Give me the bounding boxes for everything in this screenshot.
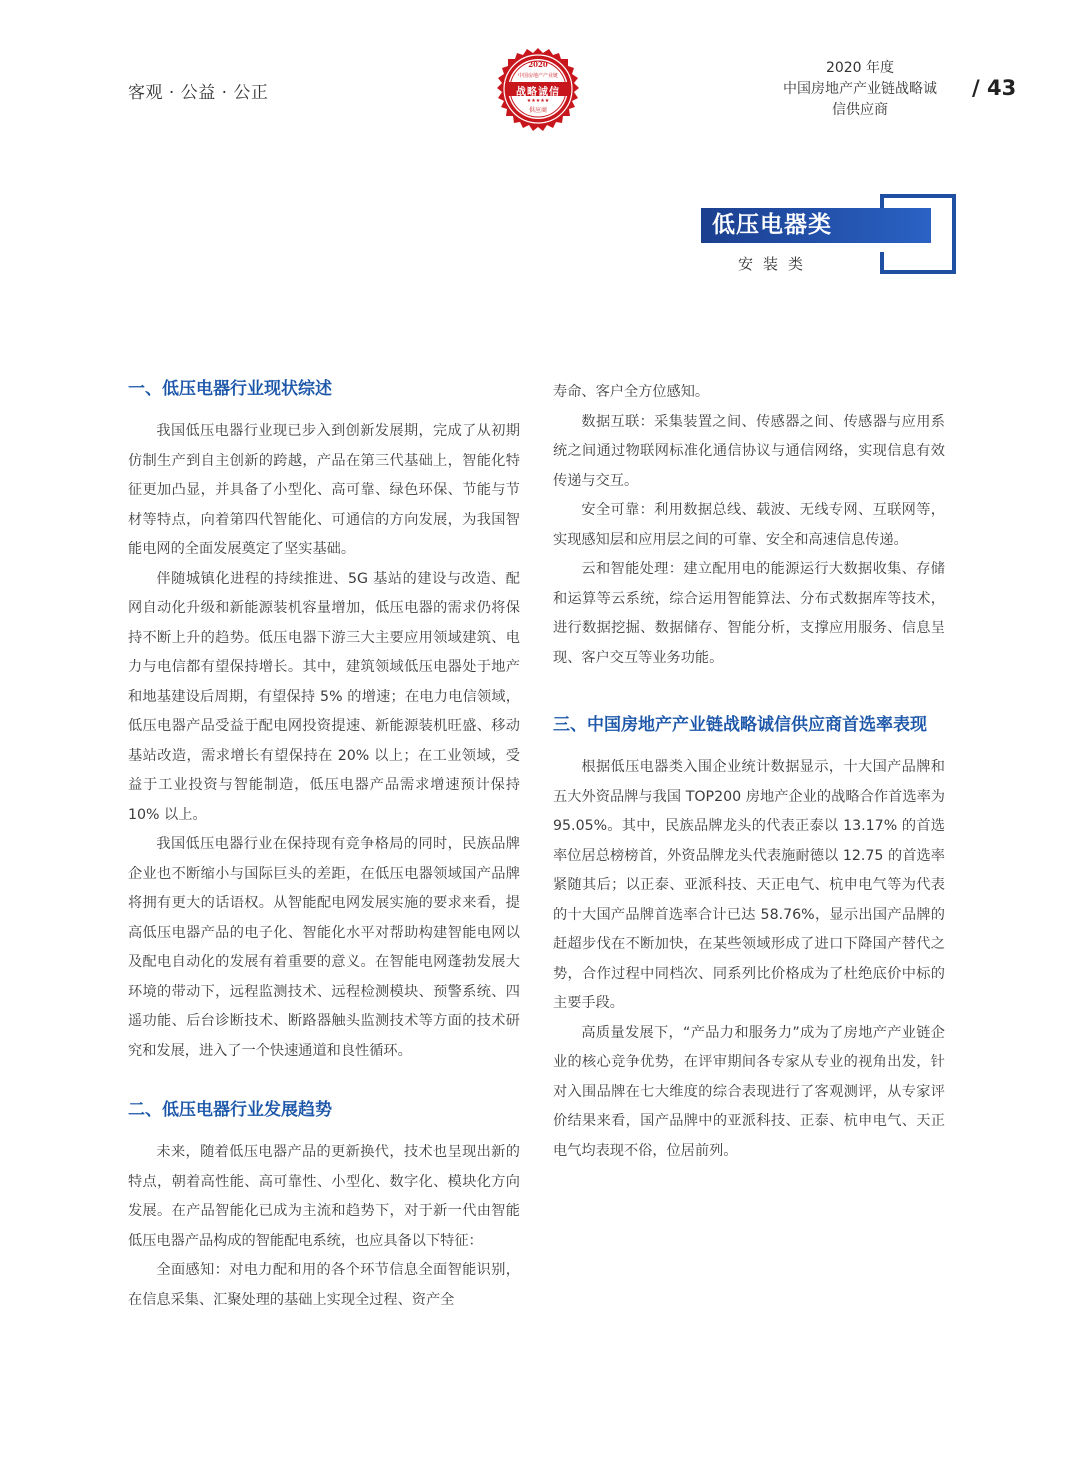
seal-main-text: 战略诚信 <box>516 87 560 98</box>
publication-year: 2020 年度 <box>825 60 895 76</box>
paragraph: 数据互联：采集装置之间、传感器之间、传感器与应用系统之间通过物联网标准化通信协议与通信网络，实现信息有效传递与交互。 <box>553 413 945 489</box>
seal-bottom-text: 供应商 <box>528 107 547 114</box>
right-column <box>553 378 945 1166</box>
paragraph: 安全可靠：利用数据总线、载波、无线专网、互联网等，实现感知层和应用层之间的可靠、安全和高速信息传递。 <box>553 502 945 548</box>
paragraph: 伴随城镇化进程的持续推进、5G 基站的建设与改造、配网自动化升级和新能源装机容量增加，低压电器的需求仍将保持不断上升的趋势。低压电器下游三大主要应用领域建筑、电力与电信都有望保持增长。其中，建筑领域低压电器处于地产和地基建设后周期，有望保持 5% 的增速；在电力电信领域，低压电器产品受益于配电网投资提速、新能源装机旺盛、移动基站改造，需求增长有望保持在 20% 以上；在工业领域，受益于工业投资与智能制造，低压电器产品需求增速预计保持 10% 以上。 <box>128 570 520 823</box>
paragraph: 高质量发展下，“产品力和服务力”成为了房地产产业链企业的核心竞争优势，在评审期间各专家从专业的视角出发，针对入围品牌在七大维度的综合表现进行了客观测评，从专家评价结果来看，国产品牌中的亚派科技、正泰、杭申电气、天正电气均表现不俗，位居前列。 <box>553 1024 945 1159</box>
paragraph: 根据低压电器类入围企业统计数据显示，十大国产品牌和五大外资品牌与我国 TOP200 房地产企业的战略合作首选率为 95.05%。其中，民族品牌龙头的代表正泰以 13.17% 的首选率位居总榜榜首，外资品牌龙头代表施耐德以 12.75 的首选率紧随其后；以正泰、亚派科技、天正电气、杭申电气等为代表的十大国产品牌首选率合计已达 58.76%，显示出国产品牌的赶超步伐在不断加快，在某些领域形成了进口下降国产替代之势，合作过程中同档次、同系列比价格成为了杜绝底价中标的主要手段。 <box>553 759 945 1011</box>
left-column <box>128 375 520 1315</box>
header-slogan: 客观 · 公益 · 公正 <box>128 83 269 103</box>
seal-year: 2020 <box>528 60 548 69</box>
paragraph: 我国低压电器行业在保持现有竞争格局的同时，民族品牌企业也不断缩小与国际巨头的差距，在低压电器领域国产品牌将拥有更大的话语权。从智能配电网发展实施的要求来看，提高低压电器产品的电子化、智能化水平对帮助构建智能电网以及配电自动化的发展有着重要的意义。在智能电网蓬勃发展大环境的带动下，远程监测技术、远程检测模块、预警系统、四遥功能、后台诊断技术、断路器触头监测技术等方面的技术研究和发展，进入了一个快速通道和良性循环。 <box>128 836 520 1059</box>
paragraph: 云和智能处理：建立配用电的能源运行大数据收集、存储和运算等云系统，综合运用智能算法、分布式数据库等技术，进行数据挖掘、数据储存、智能分析，支撑应用服务、信息呈现、客户交互等业务功能。 <box>553 561 945 666</box>
seal-stars: ★★★★★ <box>526 98 550 104</box>
section-title-3: 三、中国房地产产业链战略诚信供应商首选率表现 <box>553 715 927 735</box>
paragraph-continued: 寿命、客户全方位感知。 <box>553 384 710 400</box>
seal-arc-text: 中国房地产产业链 <box>517 73 558 79</box>
paragraph: 全面感知：对电力配和用的各个环节信息全面智能识别，在信息采集、汇聚处理的基础上实现全过程、资产全 <box>128 1262 520 1308</box>
section-title-1: 一、低压电器行业现状综述 <box>128 379 332 399</box>
category-title: 低压电器类 <box>712 212 832 238</box>
paragraph: 未来，随着低压电器产品的更新换代，技术也呈现出新的特点，朝着高性能、高可靠性、小型化、数字化、模块化方向发展。在产品智能化已成为主流和趋势下，对于新一代由智能低压电器产品构成的智能配电系统，也应具备以下特征： <box>128 1144 520 1249</box>
section-title-2: 二、低压电器行业发展趋势 <box>128 1100 332 1120</box>
strategic-integrity-seal-logo <box>490 41 586 137</box>
publication-title: 中国房地产产业链战略诚信供应商 <box>783 81 937 118</box>
category-subtitle: 安装类 <box>738 255 814 273</box>
page-number: / 43 <box>972 76 1017 100</box>
publication-block <box>740 58 980 121</box>
paragraph: 我国低压电器行业现已步入到创新发展期，完成了从初期仿制生产到自主创新的跨越，产品在第三代基础上，智能化特征更加凸显，并具备了小型化、高可靠、绿色环保、节能与节材等特点，向着第四代智能化、可通信的方向发展，为我国智能电网的全面发展奠定了坚实基础。 <box>128 423 520 557</box>
